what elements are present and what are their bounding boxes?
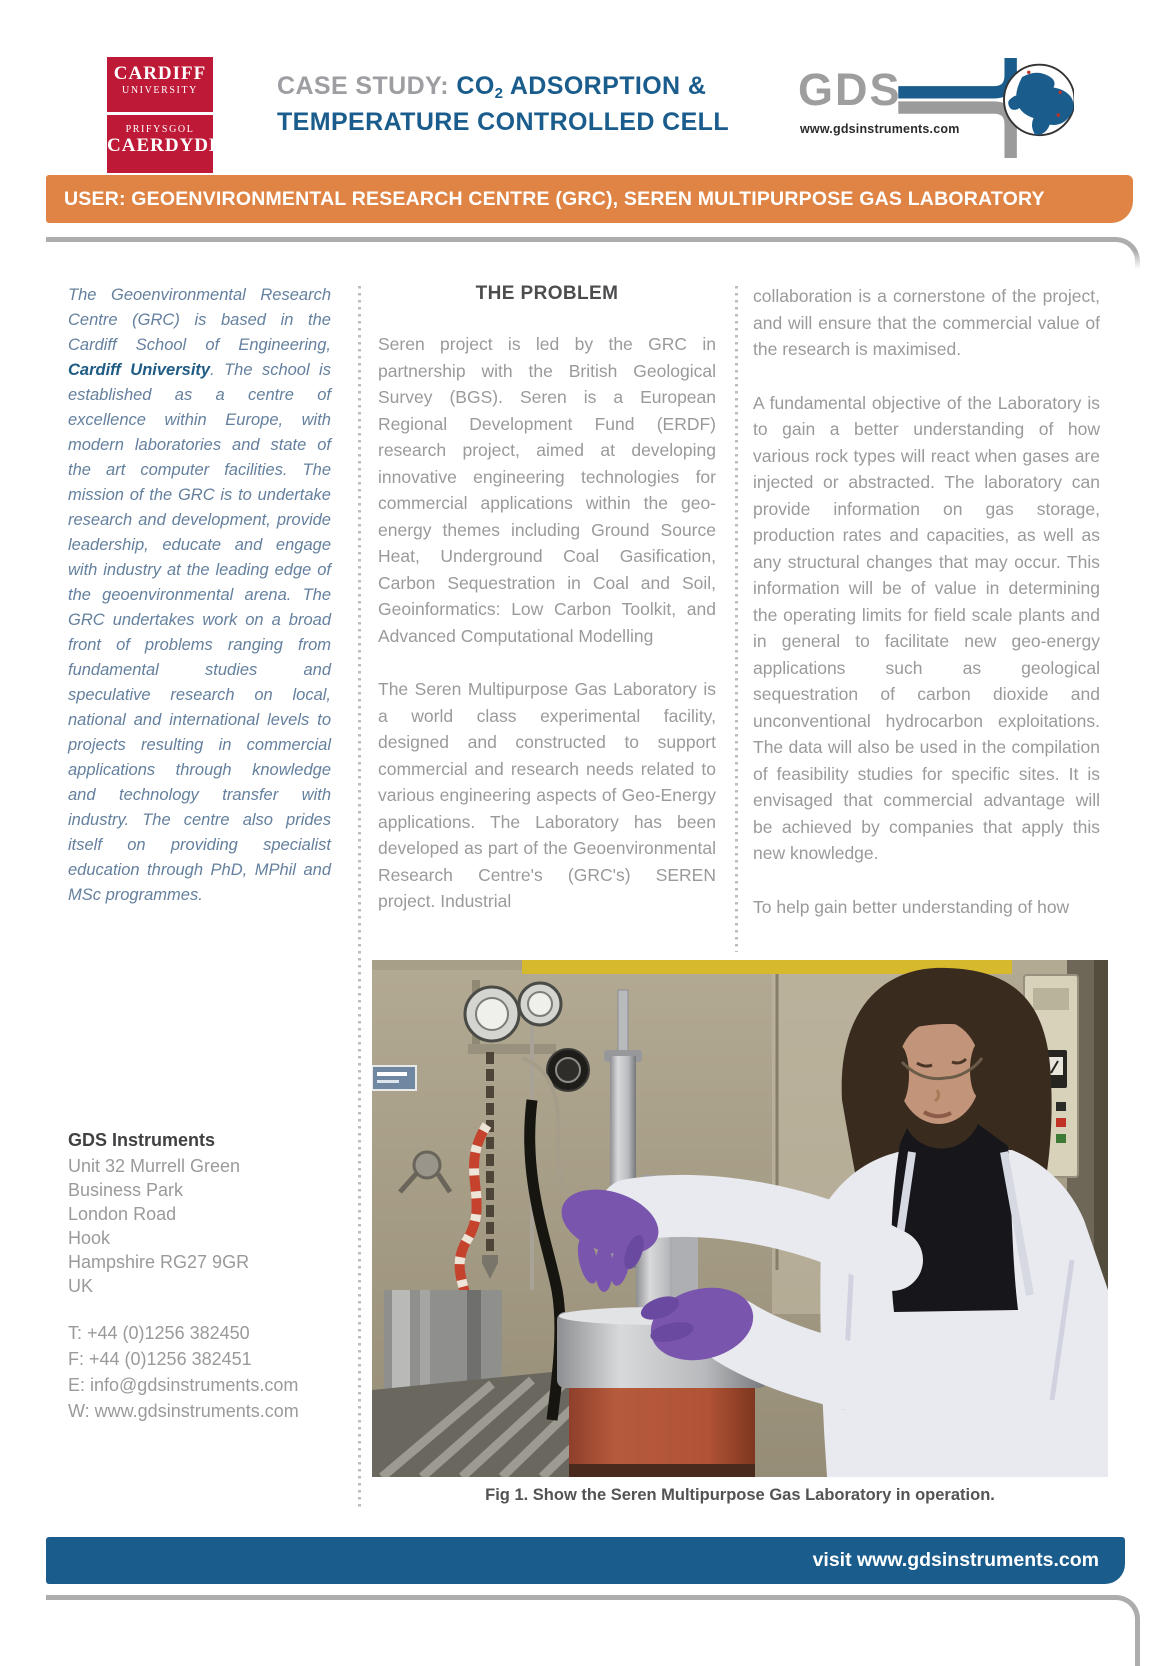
title-prefix: CASE STUDY: bbox=[277, 72, 457, 100]
column-right bbox=[753, 283, 1100, 920]
gds-logo-url[interactable]: www.gdsinstruments.com bbox=[800, 122, 960, 136]
column-separator-left bbox=[358, 286, 361, 1510]
gds-logo-text: GDS bbox=[798, 64, 902, 115]
phone-line: T: +44 (0)1256 382450 bbox=[68, 1323, 250, 1343]
cardiff-university-logo bbox=[107, 57, 224, 173]
intro-paragraph bbox=[68, 283, 331, 908]
gds-pipes-globe-icon bbox=[894, 58, 1074, 158]
intro-text-after: . The school is established as a centre of excellence within Europe, with modern laboratories and state of the art computer facilities. The mission of the GRC is to undertake research and development, provide leadership, educate and engage with industry at the leading edge of the geoenvironmental arena. The GRC undertakes work on a broad front of problems ranging from fundamental studies and speculative research on local, national and international levels to projects resulting in commercial applications through knowledge and technology transfer with industry. The centre also prides itself on providing specialist education through PhD, MPhil and MSc programmes. bbox=[68, 361, 331, 904]
email-link[interactable]: E: info@gdsinstruments.com bbox=[68, 1375, 299, 1395]
user-banner: USER: GEOENVIRONMENTAL RESEARCH CENTRE (GRC), SEREN MULTIPURPOSE GAS LABORATORY bbox=[46, 175, 1133, 223]
right-paragraph-1: collaboration is a cornerstone of the project, and will ensure that the commercial value of the research is maximised. bbox=[753, 286, 1100, 359]
intro-text-highlight: Cardiff University bbox=[68, 361, 211, 379]
title-co2: CO bbox=[456, 72, 495, 100]
gds-logo bbox=[798, 58, 1070, 158]
title-rest: ADSORPTION & bbox=[503, 72, 707, 100]
cardiff-logo-bottom-block bbox=[107, 115, 224, 173]
cardiff-logo-word: UNIVERSITY bbox=[122, 85, 198, 96]
figure-caption: Fig 1. Show the Seren Multipurpose Gas Laboratory in operation. bbox=[485, 1486, 995, 1504]
footer-visit-link[interactable]: visit www.gdsinstruments.com bbox=[812, 1549, 1099, 1571]
content-frame-bottom-arc bbox=[46, 1595, 1140, 1666]
section-heading-problem: THE PROBLEM bbox=[475, 283, 619, 304]
page-title-line1 bbox=[277, 72, 706, 102]
content-frame-top-arc bbox=[46, 237, 1140, 276]
address-line: Business Park bbox=[68, 1180, 184, 1200]
cardiff-logo-word: CAERDYDD bbox=[107, 135, 224, 156]
column-separator-right bbox=[735, 286, 738, 952]
problem-paragraph-2: The Seren Multipurpose Gas Laboratory is a world class experimental facility, designed and constructed to support commercial and research needs related to various engineering aspects of Geo-Energy applications. The Laboratory has been developed as part of the Geoenvironmental Research Centre's (GRC's) SEREN project. Industrial bbox=[378, 679, 716, 911]
cardiff-logo-word: PRIFYSGOL bbox=[125, 124, 195, 135]
address-line: Unit 32 Murrell Green bbox=[68, 1156, 241, 1176]
heater-band bbox=[569, 1388, 755, 1466]
fax-line: F: +44 (0)1256 382451 bbox=[68, 1349, 252, 1369]
address-line: Hampshire RG27 9GR bbox=[68, 1252, 250, 1272]
right-paragraph-2: A fundamental objective of the Laboratory is to gain a better understanding of how various rock types will react when gases are injected or abstracted. The laboratory can provide information on gas storage, production rates and capacities, as well as any structural changes that may occur. This information will be of value in determining the operating limits for field scale plants and in general to facilitate new geo-energy applications such as geological sequestration of carbon dioxide and unconventional hydrocarbon exploitations. The data will also be used in the compilation of feasibility studies for specific sites. It is envisaged that commercial advantage will be achieved by companies that apply this new knowledge. bbox=[753, 392, 1100, 863]
website-link[interactable]: W: www.gdsinstruments.com bbox=[68, 1401, 299, 1421]
title-co2-subscript: 2 bbox=[494, 85, 504, 102]
address-line: UK bbox=[68, 1276, 94, 1296]
company-name: GDS Instruments bbox=[68, 1130, 216, 1150]
lab-photo-illustration bbox=[372, 960, 1108, 1477]
address-line: Hook bbox=[68, 1228, 111, 1248]
footer-bar bbox=[46, 1537, 1125, 1584]
problem-paragraph-1: Seren project is led by the GRC in partnership with the British Geological Survey (BGS). Seren is a European Regional Development Fund (ERDF) research project, aimed at developing innovative engineering technologies for commercial applications within the geo-energy themes including Ground Source Heat, Underground Coal Gasification, Carbon Sequestration in Coal and Soil, Geoinformatics: Low Carbon Toolkit, and Advanced Computational Modelling bbox=[378, 334, 716, 646]
wall-sign bbox=[372, 1066, 416, 1090]
intro-text-before: The Geoenvironmental Research Centre (GRC) is based in the Cardiff School of Engineering, bbox=[68, 286, 331, 354]
cardiff-logo-word: CARDIFF bbox=[113, 63, 207, 84]
page-title-line2: TEMPERATURE CONTROLLED CELL bbox=[277, 108, 729, 136]
contact-block bbox=[68, 1128, 299, 1424]
figure-photo bbox=[372, 960, 1108, 1477]
column-middle bbox=[378, 283, 716, 915]
contact-spacer bbox=[68, 1298, 299, 1320]
right-paragraph-3: To help gain better understanding of how bbox=[753, 896, 1070, 917]
address-line: London Road bbox=[68, 1204, 177, 1224]
cardiff-logo-top-block bbox=[107, 57, 213, 112]
